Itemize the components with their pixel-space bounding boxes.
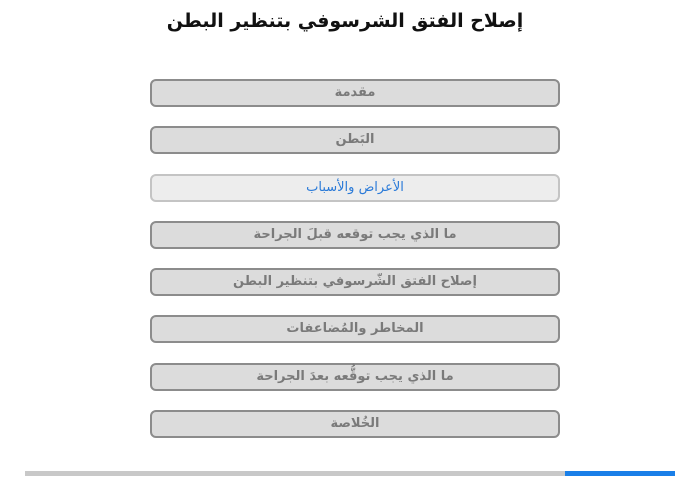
page-title: إصلاح الفتق الشرسوفي بتنظير البطن [166,10,524,32]
progress-bar-fill [565,471,676,476]
menu-item-abdomen[interactable]: البَطن [150,126,560,154]
progress-bar [25,471,675,476]
menu-item-risks-complications[interactable]: المخاطر والمُضاعفات [150,315,560,343]
menu-item-symptoms-causes[interactable]: الأعراض والأسباب [150,174,560,202]
menu-item-after-surgery[interactable]: ما الذي يجب توقُّعه بعدَ الجراحة [150,363,560,391]
menu-item-summary[interactable]: الخُلاصة [150,410,560,438]
menu-item-laparoscopic-repair[interactable]: إصلاح الفتق الشّرسوفي بتنظير البطن [150,268,560,296]
chapter-menu [150,79,560,457]
menu-item-before-surgery[interactable]: ما الذي يجب توقعه قبلَ الجراحة [150,221,560,249]
menu-item-introduction[interactable]: مقدمة [150,79,560,107]
